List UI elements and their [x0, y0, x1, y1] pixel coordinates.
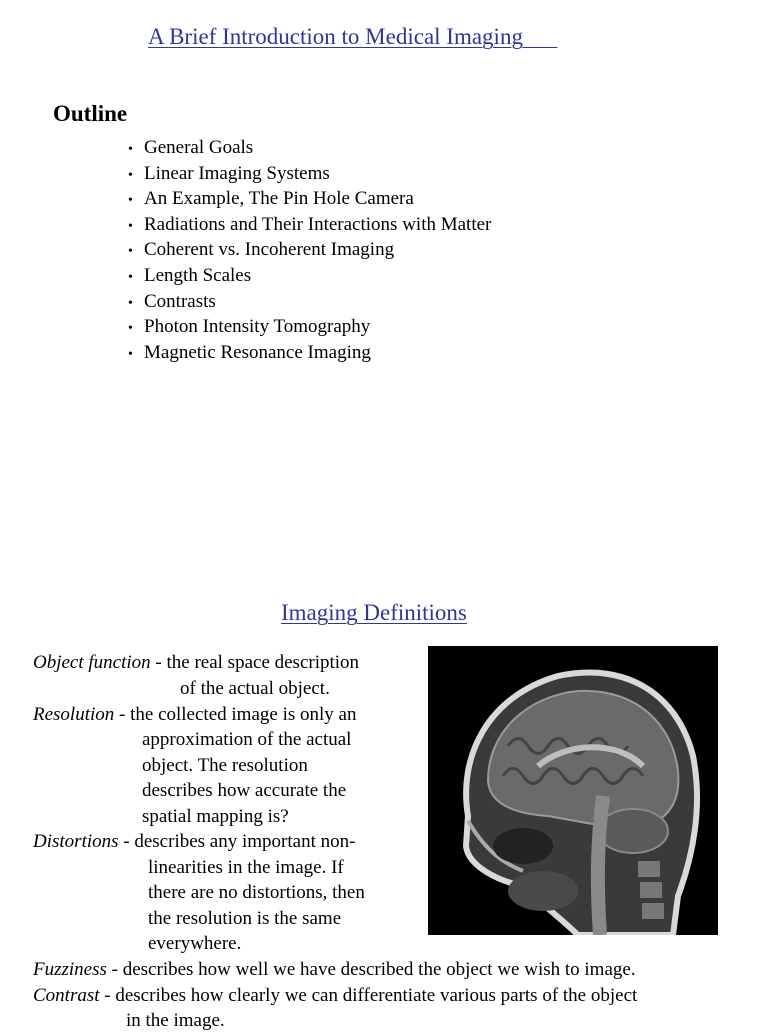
- document-title: A Brief Introduction to Medical Imaging: [148, 24, 558, 49]
- definition-text-line: linearities in the image. If: [148, 857, 344, 878]
- bullet-icon: •: [128, 269, 133, 285]
- outline-item: • An Example, The Pin Hole Camera: [128, 186, 491, 212]
- bullet-icon: •: [128, 295, 133, 311]
- bullet-icon: •: [128, 142, 133, 157]
- outline-item: • Contrasts: [128, 289, 491, 315]
- section-title-imaging-definitions: Imaging Definitions: [281, 600, 467, 625]
- bullet-icon: •: [128, 321, 133, 337]
- outline-item: • Radiations and Their Interactions with Matter: [128, 212, 491, 238]
- definition-term: Object function: [33, 652, 151, 673]
- definition-resolution: Resolution - the collected image is only an: [33, 704, 357, 725]
- bullet-icon: •: [128, 346, 133, 362]
- definition-fuzziness: Fuzziness - describes how well we have described the object we wish to image.: [33, 959, 636, 980]
- definition-text-line: approximation of the actual: [142, 729, 352, 750]
- definition-term: Distortions: [33, 831, 119, 852]
- outline-item: • Linear Imaging Systems: [128, 161, 491, 187]
- bullet-icon: •: [128, 244, 133, 260]
- definition-text-line: there are no distortions, then: [148, 882, 365, 903]
- definition-text-line: of the actual object.: [180, 678, 330, 699]
- definition-text-line: describes how accurate the: [142, 780, 347, 801]
- mri-sagittal-head-icon: [428, 646, 718, 935]
- bullet-icon: •: [128, 167, 133, 183]
- definition-contrast: Contrast - describes how clearly we can differentiate various parts of the object: [33, 985, 638, 1006]
- outline-item: • Coherent vs. Incoherent Imaging: [128, 237, 491, 263]
- outline-list: [128, 135, 491, 365]
- outline-heading: Outline: [53, 101, 128, 126]
- definition-term: Fuzziness: [33, 959, 107, 980]
- definition-term: Resolution: [33, 704, 115, 725]
- definition-text-line: everywhere.: [148, 933, 242, 954]
- definition-text-line: object. The resolution: [142, 755, 308, 776]
- bullet-icon: •: [128, 218, 133, 234]
- outline-item: • Length Scales: [128, 263, 491, 289]
- bullet-icon: •: [128, 193, 133, 209]
- mri-sagittal-head-image: [428, 646, 718, 935]
- definition-distortions: Distortions - describes any important non-: [33, 831, 356, 852]
- definition-object-function: Object function - the real space description: [33, 652, 360, 673]
- outline-item: • Magnetic Resonance Imaging: [128, 340, 491, 366]
- outline-item: • Photon Intensity Tomography: [128, 314, 491, 340]
- definition-term: Contrast: [33, 985, 100, 1006]
- definition-text-line: the resolution is the same: [148, 908, 342, 929]
- outline-item: • General Goals: [128, 135, 491, 161]
- definition-text-line: spatial mapping is?: [142, 806, 289, 827]
- definition-text-line: in the image.: [126, 1010, 225, 1031]
